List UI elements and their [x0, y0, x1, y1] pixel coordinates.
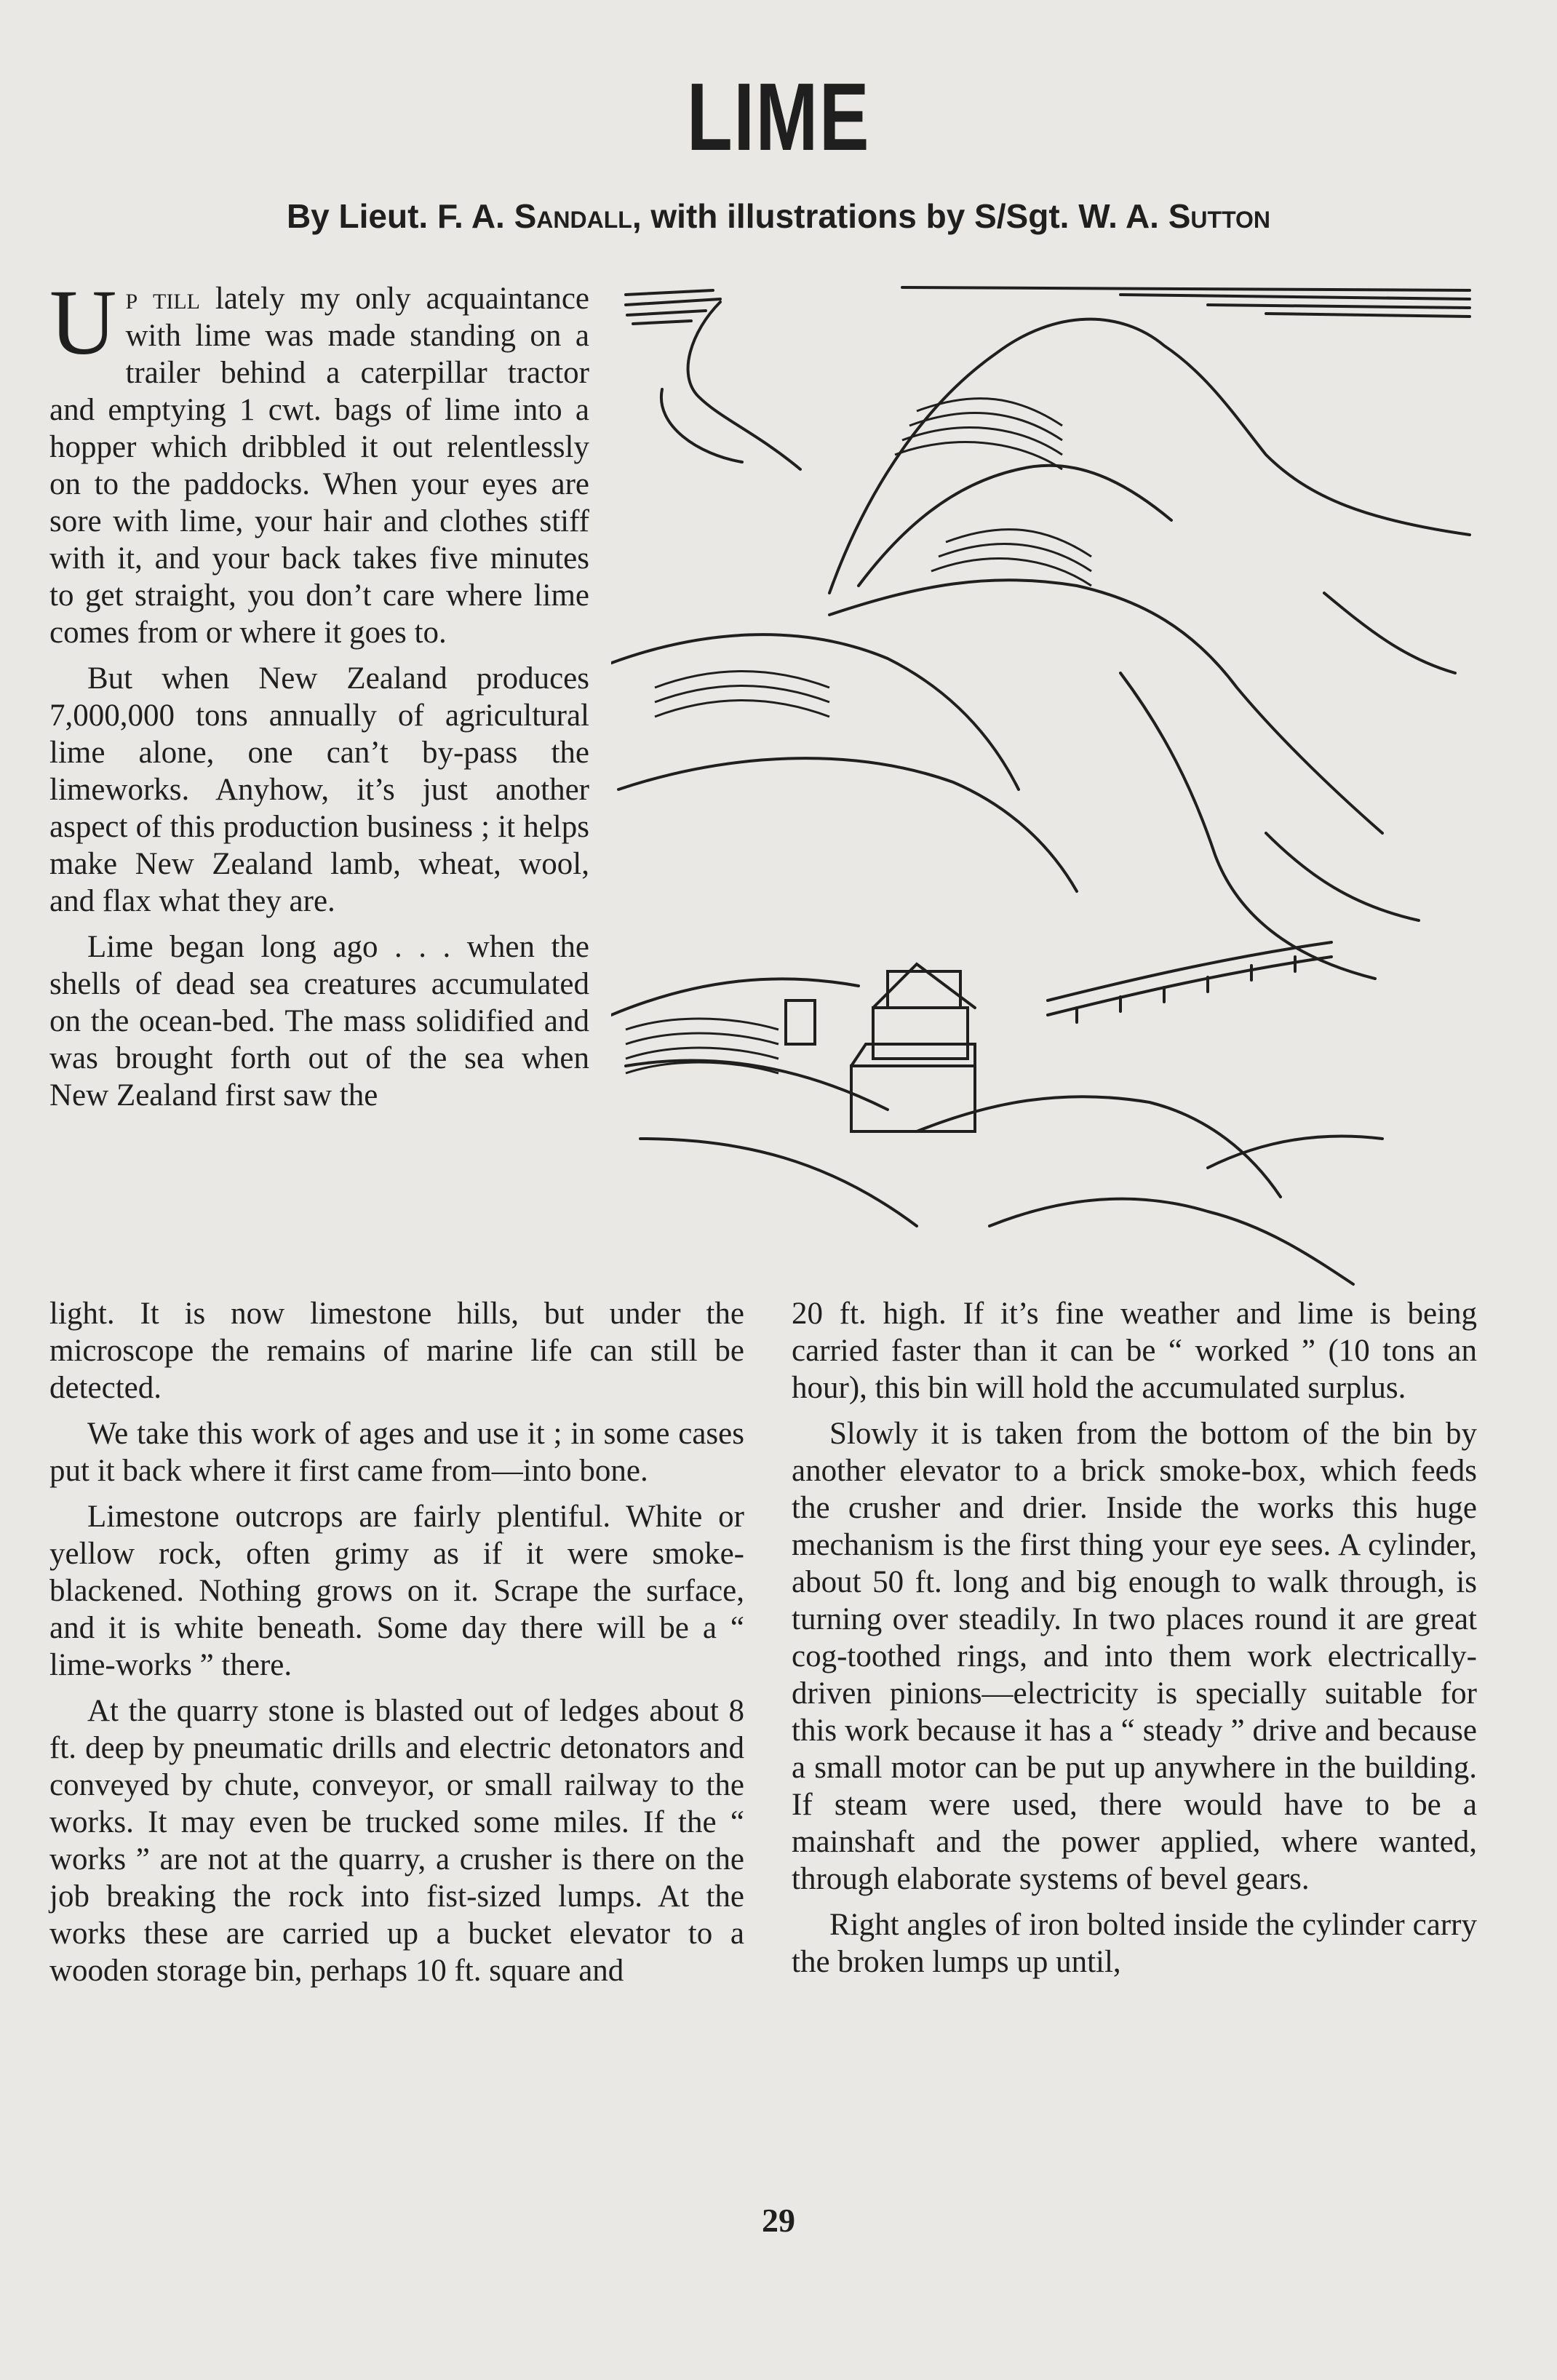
byline-middle: , with illustrations by S/Sgt. W. A. — [632, 197, 1168, 235]
paragraph: Limestone outcrops are fairly plentiful. White or yellow rock, often grimy as if it were smoke-blackened. Nothing grows on it. Scrape the surface, and it is white beneath. Some day there will be a “ lime-works ” there. — [49, 1500, 744, 1682]
column-right — [792, 1295, 1477, 1989]
author-surname: Sandall — [514, 197, 632, 235]
paragraph: Right angles of iron bolted inside the cylinder carry the broken lumps up until, — [792, 1908, 1477, 1979]
illustrator-surname: Sutton — [1168, 197, 1271, 235]
column-bottom-left — [49, 1295, 744, 1998]
intro-small-caps: p till — [125, 282, 201, 316]
paragraph: At the quarry stone is blasted out of ledges about 8 ft. deep by pneumatic drills and electric detonators and conveyed by chute, conveyor, or small railway to the works. It may even be trucked some miles. If the “ works ” are not at the quarry, a crusher is there on the job breaking the rock into fist-sized lumps. At the works these are carried up a bucket elevator to a wooden storage bin, perhaps 10 ft. square and — [49, 1694, 744, 1988]
byline-prefix: By Lieut. F. A. — [286, 197, 514, 235]
article-byline — [0, 198, 1557, 235]
drop-cap: U — [49, 271, 117, 374]
paragraph: We take this work of ages and use it ; in some cases put it back where it first came from—into bone. — [49, 1417, 744, 1488]
intro-paragraph — [49, 271, 590, 651]
limeworks-illustration — [611, 280, 1484, 1292]
column-top-left — [49, 271, 590, 1114]
intro-text: lately my only acquaintance with lime was made standing on a trailer behind a caterpillar tractor and emptying 1 cwt. bags of lime into a hopper which dribbled it out relentlessly on to the paddocks. When your eyes are sore with lime, your hair and clothes stiff with it, and your back takes five minutes to get straight, you don’t care where lime comes from or where it goes to. — [49, 282, 590, 650]
paragraph: Slowly it is taken from the bottom of the bin by another elevator to a brick smoke-box, which feeds the crusher and drier. Inside the works this huge mechanism is the first thing your eye sees. A cylinder, about 50 ft. long and big enough to walk through, is turning over steadily. In two places round it are great cog-toothed rings, and into them work electrically-driven pinions—electricity is specially suitable for this work because it has a “ steady ” drive and because a small motor can be put up anywhere in the building. If steam were used, there would have to be a mainshaft and the power applied, where wanted, through elaborate systems of bevel gears. — [792, 1417, 1477, 1896]
paragraph: But when New Zealand produces 7,000,000 tons annually of agricultural lime alone, one can’t by-pass the limeworks. Anyhow, it’s just another aspect of this production business ; it helps make New Zealand lamb, wheat, wool, and flax what they are. — [49, 661, 589, 918]
paragraph: 20 ft. high. If it’s fine weather and lime is being carried faster than it can be “ worked ” (10 tons an hour), this bin will hold the accumulated surplus. — [792, 1297, 1477, 1405]
page-number: 29 — [762, 2202, 795, 2239]
paragraph: Lime began long ago . . . when the shells of dead sea creatures accumulated on the ocean-bed. The mass solidified and was brought forth out of the sea when New Zealand first saw the — [49, 930, 589, 1113]
article-title: LIME — [686, 63, 871, 170]
paragraph: light. It is now limestone hills, but under the microscope the remains of marine life can still be detected. — [49, 1297, 744, 1405]
